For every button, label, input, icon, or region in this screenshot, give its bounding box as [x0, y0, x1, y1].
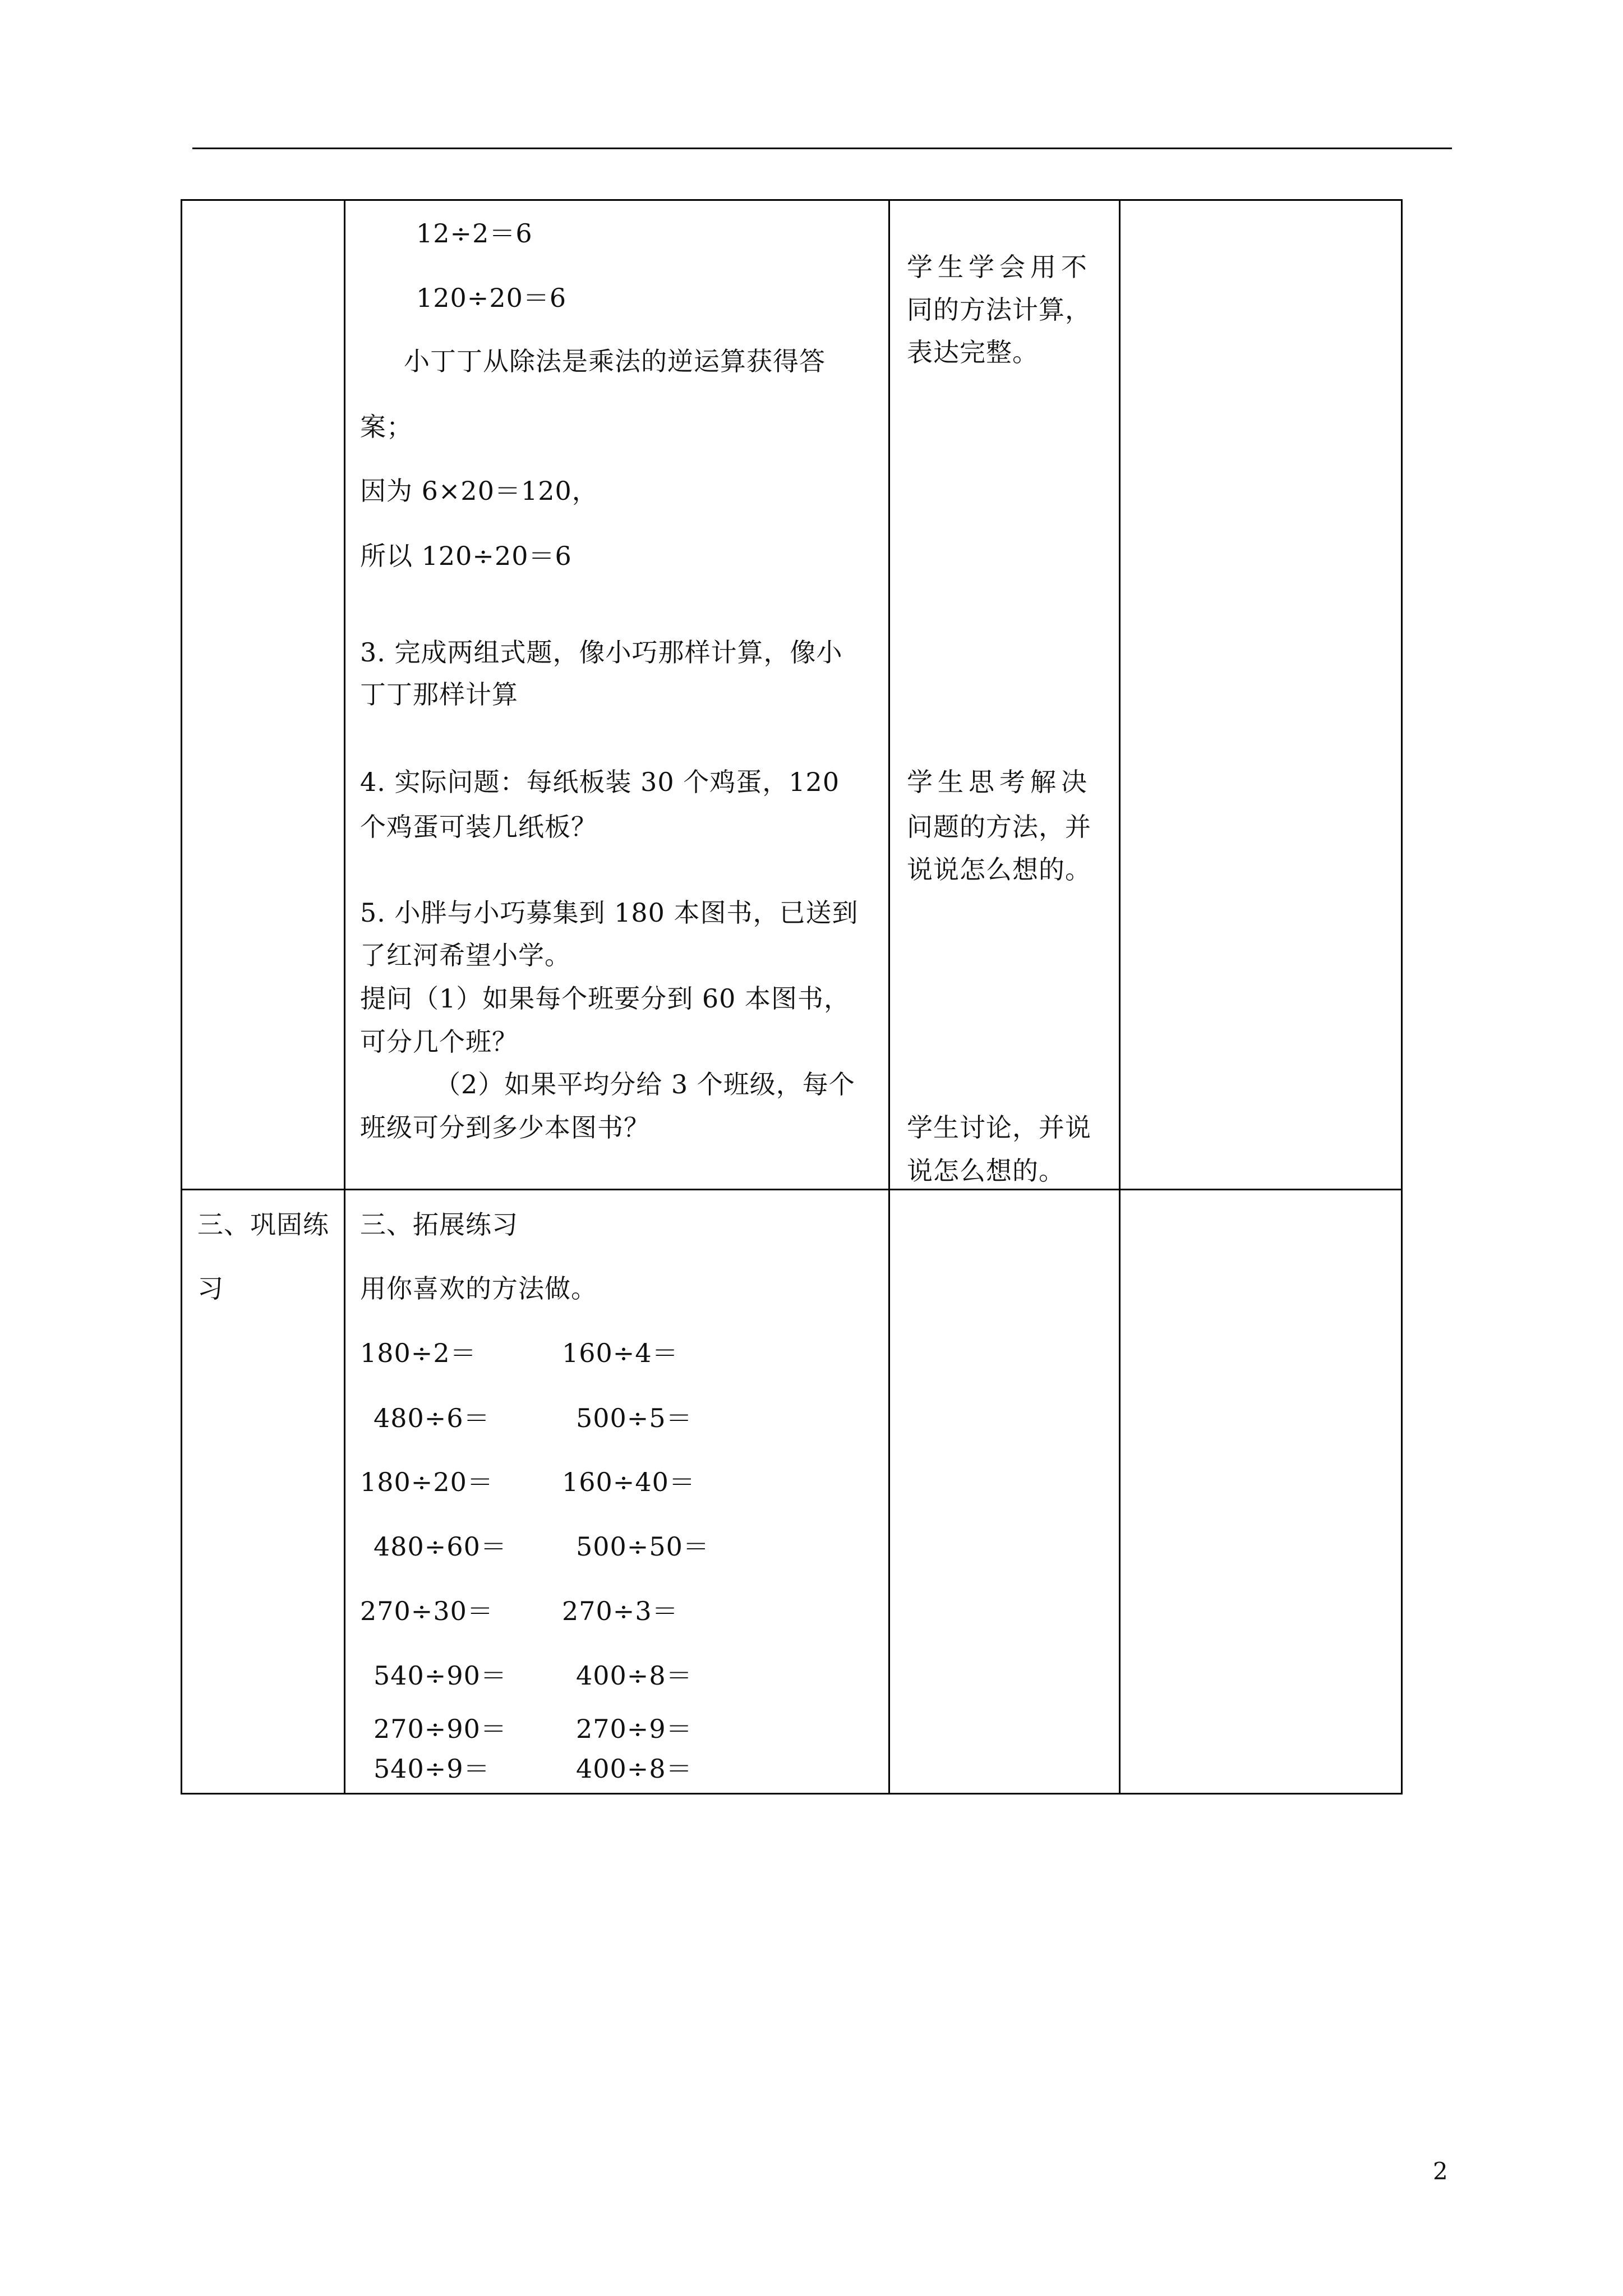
- exercise-5-line: 提问（1）如果每个班要分到 60 本图书，: [360, 983, 851, 1014]
- activity-note-line: 学生思考解决: [907, 767, 1092, 797]
- activity-note-line: 学生讨论，并说: [907, 1112, 1091, 1143]
- explanation-line: 因为 6×20＝120，: [360, 476, 598, 506]
- exercise-item: 500÷5＝: [576, 1403, 693, 1433]
- exercise-5-line: （2）如果平均分给 3 个班级，每个: [435, 1069, 855, 1099]
- column-divider-1: [344, 199, 345, 1795]
- exercise-item: 270÷90＝: [374, 1714, 507, 1744]
- stage-label-line: 习: [197, 1273, 224, 1304]
- exercise-item: 500÷50＝: [576, 1531, 709, 1562]
- activity-note-line: 学生学会用不: [907, 252, 1092, 282]
- exercise-item: 270÷9＝: [576, 1714, 693, 1744]
- exercise-item: 160÷40＝: [562, 1467, 695, 1497]
- row-divider: [181, 1189, 1403, 1190]
- exercise-3-line: 丁丁那样计算: [360, 679, 518, 710]
- activity-note-line: 表达完整。: [907, 337, 1039, 367]
- exercise-5-line: 可分几个班？: [360, 1027, 518, 1057]
- exercise-5-line: 了红河希望小学。: [360, 940, 571, 970]
- exercise-item: 180÷20＝: [360, 1467, 494, 1497]
- exercise-item: 540÷9＝: [374, 1754, 490, 1784]
- activity-note-line: 说说怎么想的。: [907, 854, 1091, 885]
- equation-line: 12÷2＝6: [416, 218, 533, 249]
- activity-note-line: 同的方法计算，: [907, 295, 1091, 325]
- explanation-line: 小丁丁从除法是乘法的逆运算获得答: [404, 346, 826, 376]
- header-rule: [192, 148, 1452, 149]
- exercise-4-line: 4. 实际问题：每纸板装 30 个鸡蛋，120: [360, 767, 840, 797]
- activity-note-line: 说怎么想的。: [907, 1156, 1065, 1186]
- exercise-item: 400÷8＝: [576, 1754, 693, 1784]
- exercise-item: 270÷30＝: [360, 1596, 494, 1626]
- section-title: 三、拓展练习: [360, 1209, 518, 1240]
- exercise-item: 400÷8＝: [576, 1660, 693, 1691]
- exercise-item: 480÷60＝: [374, 1531, 507, 1562]
- exercise-item: 480÷6＝: [374, 1403, 490, 1433]
- page-number: 2: [1433, 2157, 1448, 2185]
- exercise-instruction: 用你喜欢的方法做。: [360, 1273, 597, 1304]
- column-divider-2: [888, 199, 890, 1795]
- exercise-item: 540÷90＝: [374, 1660, 507, 1691]
- stage-label-line: 三、巩固练: [197, 1209, 329, 1240]
- exercise-item: 160÷4＝: [562, 1338, 679, 1368]
- column-divider-3: [1119, 199, 1121, 1795]
- exercise-5-line: 班级可分到多少本图书？: [360, 1112, 650, 1143]
- equation-line: 120÷20＝6: [416, 283, 567, 313]
- explanation-line: 案；: [360, 412, 413, 442]
- exercise-3-line: 3. 完成两组式题，像小巧那样计算，像小: [360, 637, 843, 668]
- exercise-item: 180÷2＝: [360, 1338, 477, 1368]
- explanation-line: 所以 120÷20＝6: [360, 541, 572, 571]
- exercise-4-line: 个鸡蛋可装几纸板？: [360, 812, 597, 842]
- exercise-5-line: 5. 小胖与小巧募集到 180 本图书，已送到: [360, 898, 859, 928]
- activity-note-line: 问题的方法，并: [907, 812, 1091, 842]
- exercise-item: 270÷3＝: [562, 1596, 679, 1626]
